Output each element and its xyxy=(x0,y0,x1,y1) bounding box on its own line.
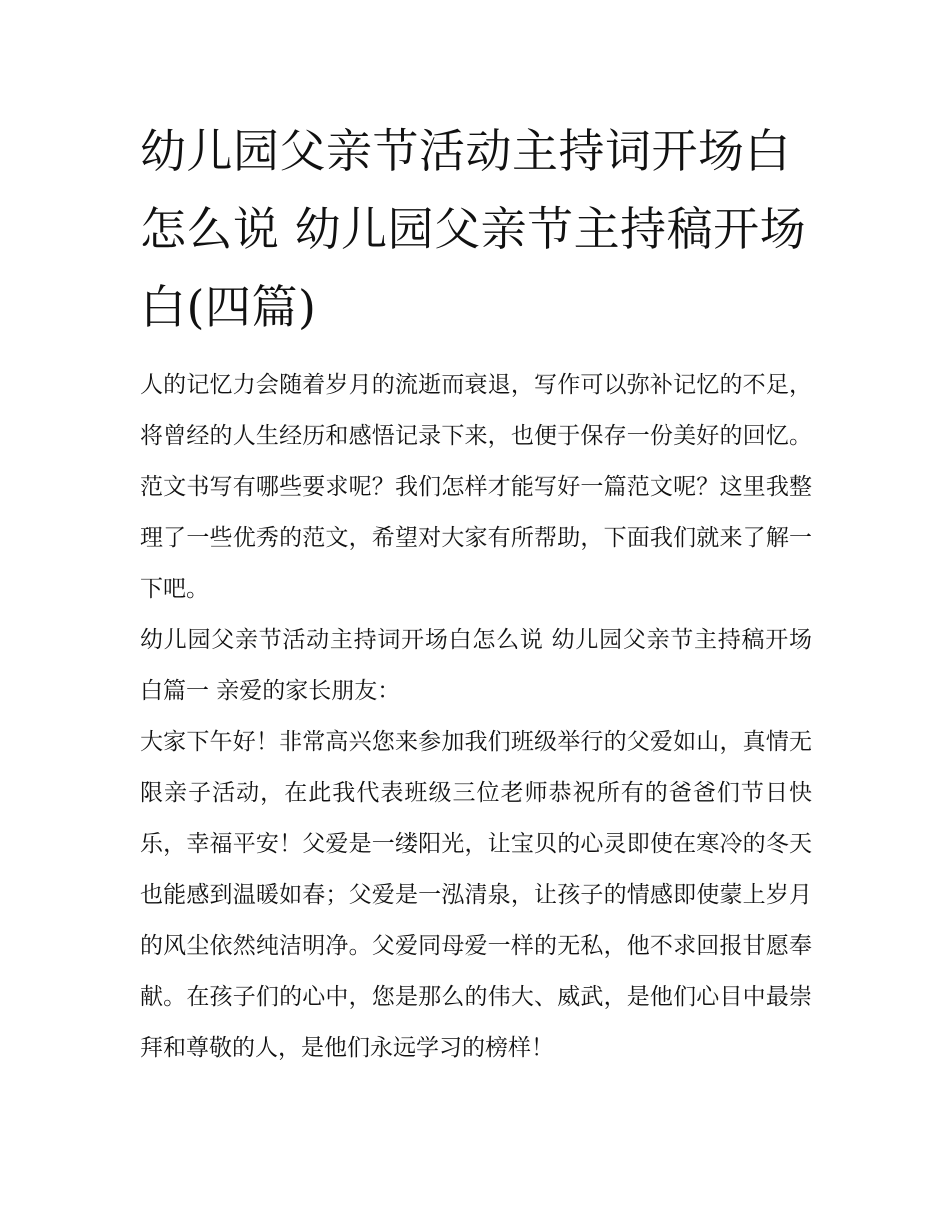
intro-paragraph: 人的记忆力会随着岁月的流逝而衰退，写作可以弥补记忆的不足，将曾经的人生经历和感悟记录下来，也便于保存一份美好的回忆。范文书写有哪些要求呢？我们怎样才能写好一篇范文呢？这里我整理了一些优秀的范文，希望对大家有所帮助，下面我们就来了解一下吧。 xyxy=(140,372,812,602)
document-title: 幼儿园父亲节活动主持词开场白怎么说 幼儿园父亲节主持稿开场白(四篇) xyxy=(140,124,807,334)
section-heading-paragraph: 幼儿园父亲节活动主持词开场白怎么说 幼儿园父亲节主持稿开场白篇一 亲爱的家长朋友： xyxy=(140,627,812,704)
speech-paragraph: 大家下午好！非常高兴您来参加我们班级举行的父爱如山，真情无限亲子活动，在此我代表班级三位老师恭祝所有的爸爸们节日快乐，幸福平安！父爱是一缕阳光，让宝贝的心灵即使在寒冷的冬天也能感到温暖如春；父爱是一泓清泉，让孩子的情感即使蒙上岁月的风尘依然纯洁明净。父爱同母爱一样的无私，他不求回报甘愿奉献。在孩子们的心中，您是那么的伟大、威武，是他们心目中最崇拜和尊敬的人，是他们永远学习的榜样！ xyxy=(140,729,812,1061)
document-body xyxy=(140,112,812,1074)
